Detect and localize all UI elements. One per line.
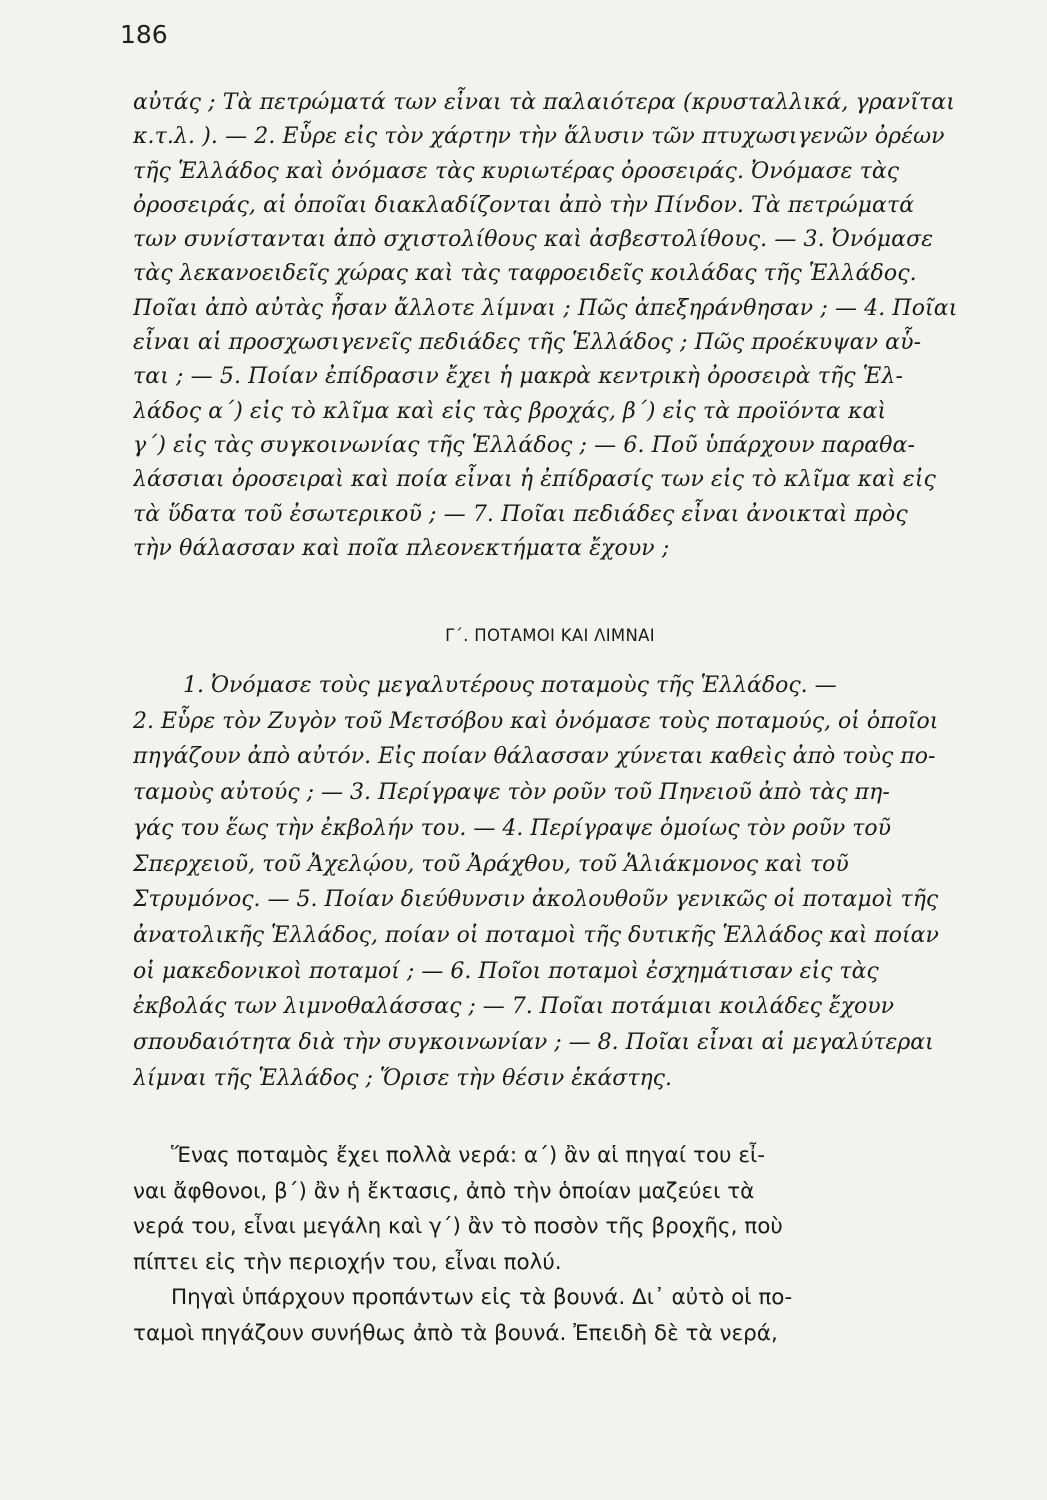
text-line: λάδος α΄) εἰς τὸ κλῖμα καὶ εἰς τὰς βροχάς, β΄) εἰς τὰ προϊόντα καὶ	[133, 398, 887, 424]
paragraph-line: νερά του, εἶναι μεγάλη καὶ γ΄) ἂν τὸ ποσὸν τῆς βροχῆς, ποὺ	[133, 1214, 783, 1240]
text-line: σπουδαιότητα διὰ τὴν συγκοινωνίαν ; — 8. Ποῖαι εἶναι αἱ μεγαλύτεραι	[133, 1030, 934, 1056]
paragraph-line: πίπτει εἰς τὴν περιοχήν του, εἶναι πολύ.	[133, 1249, 562, 1275]
text-line: ται ; — 5. Ποίαν ἐπίδρασιν ἔχει ἡ μακρὰ κεντρικὴ ὀροσειρὰ τῆς Ἑλ-	[133, 364, 903, 390]
text-line: τῆς Ἑλλάδος καὶ ὀνόμασε τὰς κυριωτέρας ὀροσειράς. Ὀνόμασε τὰς	[133, 158, 900, 184]
text-line: των συνίστανται ἀπὸ σχιστολίθους καὶ ἀσβεστολίθους. — 3. Ὀνόμασε	[133, 227, 934, 253]
text-line: πηγάζουν ἀπὸ αὐτόν. Εἰς ποίαν θάλασσαν χύνεται καθεὶς ἀπὸ τοὺς πο-	[133, 744, 936, 770]
text-line: γ΄) εἰς τὰς συγκοινωνίας τῆς Ἑλλάδος ; — 6. Ποῦ ὑπάρχουν παραθα-	[133, 432, 916, 458]
paragraph-line: ναι ἄφθονοι, β΄) ἂν ἡ ἔκτασις, ἀπὸ τὴν ὁποίαν μαζεύει τὰ	[133, 1178, 755, 1204]
page-number: 186	[120, 20, 168, 49]
text-line: ὀροσειράς, αἱ ὁποῖαι διακλαδίζονται ἀπὸ τὴν Πίνδον. Τὰ πετρώματά	[133, 192, 915, 218]
paragraph-line: Ἕνας ποταμὸς ἔχει πολλὰ νερά: α΄) ἂν αἱ πηγαί του εἶ-	[171, 1143, 765, 1168]
text-line: κ.τ.λ. ). — 2. Εὗρε εἰς τὸν χάρτην τὴν ἅλυσιν τῶν πτυχωσιγενῶν ὀρέων	[133, 124, 945, 150]
text-line: τὰς λεκανοειδεῖς χώρας καὶ τὰς ταφροειδεῖς κοιλάδας τῆς Ἑλλάδος.	[133, 261, 917, 287]
text-line: Ποῖαι ἀπὸ αὐτὰς ἦσαν ἄλλοτε λίμναι ; Πῶς ἀπεξηράνθησαν ; — 4. Ποῖαι	[133, 295, 958, 321]
text-line: οἱ μακεδονικοὶ ποταμοί ; — 6. Ποῖοι ποταμοὶ ἐσχημάτισαν εἰς τὰς	[133, 958, 879, 984]
text-line: γάς του ἕως τὴν ἐκβολήν του. — 4. Περίγραψε ὁμοίως τὸν ροῦν τοῦ	[133, 815, 892, 841]
text-line: 2. Εὗρε τὸν Ζυγὸν τοῦ Μετσόβου καὶ ὀνόμασε τοὺς ποταμούς, οἱ ὁποῖοι	[133, 708, 939, 734]
text-line: 1. Ὀνόμασε τοὺς μεγαλυτέρους ποταμοὺς τῆς Ἑλλάδος. —	[183, 673, 837, 698]
text-line: λάσσιαι ὀροσειραὶ καὶ ποία εἶναι ἡ ἐπίδρασίς των εἰς τὸ κλῖμα καὶ εἰς	[133, 467, 936, 493]
text-line: Σπερχειοῦ, τοῦ Ἀχελῴου, τοῦ Ἀράχθου, τοῦ Ἁλιάκμονος καὶ τοῦ	[133, 851, 849, 877]
section-heading: Γ΄. ΠΟΤΑΜΟΙ ΚΑΙ ΛΙΜΝΑΙ	[445, 626, 655, 645]
text-line: Στρυμόνος. — 5. Ποίαν διεύθυνσιν ἀκολουθοῦν γενικῶς οἱ ποταμοὶ τῆς	[133, 887, 939, 913]
text-line: ἐκβολάς των λιμνοθαλάσσας ; — 7. Ποῖαι ποτάμιαι κοιλάδες ἔχουν	[133, 994, 895, 1020]
review-questions-rivers	[133, 668, 998, 1096]
text-line: εἶναι αἱ προσχωσιγενεῖς πεδιάδες τῆς Ἑλλάδος ; Πῶς προέκυψαν αὗ-	[133, 330, 922, 356]
text-line: λίμναι τῆς Ἑλλάδος ; Ὅρισε τὴν θέσιν ἑκάστης.	[133, 1065, 672, 1091]
text-line: ταμοὺς αὐτούς ; — 3. Περίγραψε τὸν ροῦν τοῦ Πηνειοῦ ἀπὸ τὰς πη-	[133, 780, 890, 806]
body-text	[133, 1138, 998, 1352]
text-line: αὐτάς ; Τὰ πετρώματά των εἶναι τὰ παλαιότερα (κρυσταλλικά, γρανῖται	[133, 90, 955, 115]
paragraph-line: Πηγαὶ ὑπάρχουν προπάντων εἰς τὰ βουνά. Δι᾽ αὐτὸ οἱ πο-	[171, 1285, 793, 1311]
review-questions-mountains	[133, 86, 998, 566]
text-line: τὰ ὕδατα τοῦ ἐσωτερικοῦ ; — 7. Ποῖαι πεδιάδες εἶναι ἀνοικταὶ πρὸς	[133, 501, 908, 527]
paragraph-line: ταμοὶ πηγάζουν συνήθως ἀπὸ τὰ βουνά. Ἐπειδὴ δὲ τὰ νερά,	[133, 1320, 778, 1346]
text-line: ἀνατολικῆς Ἑλλάδος, ποίαν οἱ ποταμοὶ τῆς δυτικῆς Ἑλλάδος καὶ ποίαν	[133, 922, 939, 948]
text-line: τὴν θάλασσαν καὶ ποῖα πλεονεκτήματα ἔχουν ;	[133, 535, 670, 561]
